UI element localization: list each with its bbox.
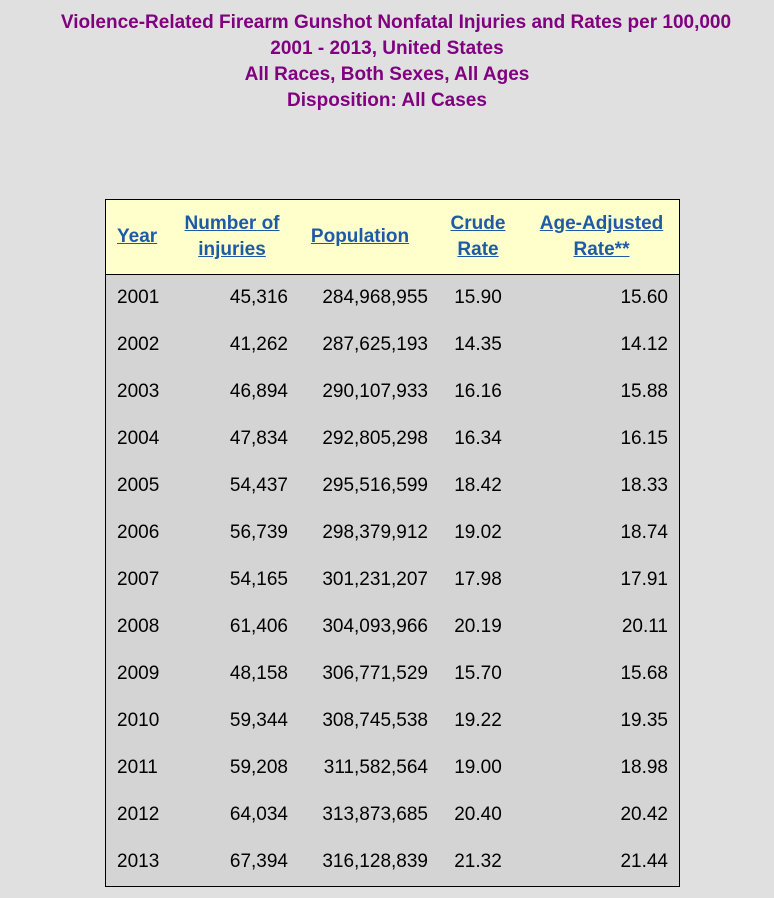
cell-injuries: 47,834 <box>229 427 288 449</box>
cell-crude-rate: 16.16 <box>454 380 502 402</box>
cell-population: 313,873,685 <box>322 803 428 825</box>
cell-population: 316,128,839 <box>322 851 428 872</box>
cell-population: 304,093,966 <box>322 615 428 637</box>
cell-crude-rate: 15.70 <box>454 662 502 684</box>
cell-injuries: 48,158 <box>229 662 288 684</box>
header-adjusted-line-2: Rate** <box>573 238 630 260</box>
header-crude-rate <box>432 200 524 274</box>
cell-year: 2008 <box>117 615 160 637</box>
cell-age-adjusted-rate: 15.88 <box>620 380 668 402</box>
cell-crude-rate: 20.40 <box>454 803 502 825</box>
header-injuries-line-2: injuries <box>198 238 266 260</box>
sort-population-link[interactable]: Population <box>310 225 410 247</box>
cell-crude-rate: 19.00 <box>454 756 502 778</box>
cell-year: 2007 <box>117 568 160 590</box>
sort-crude-rate-link[interactable] <box>451 213 506 260</box>
cell-crude-rate: 19.22 <box>454 709 502 731</box>
table-row <box>106 274 679 321</box>
cell-year: 2005 <box>117 474 160 496</box>
table-row <box>106 368 679 415</box>
cell-crude-rate: 14.35 <box>454 333 502 355</box>
cell-year: 2012 <box>117 803 160 825</box>
cell-injuries: 54,165 <box>229 568 288 590</box>
cell-age-adjusted-rate: 15.60 <box>620 286 668 308</box>
cell-age-adjusted-rate: 19.35 <box>620 709 668 731</box>
cell-population: 301,231,207 <box>322 568 428 590</box>
sort-year-link[interactable]: Year <box>117 225 158 247</box>
header-adjusted-line-1: Age-Adjusted <box>539 212 664 234</box>
header-age-adjusted-rate <box>524 200 679 274</box>
cell-crude-rate: 21.32 <box>454 851 502 872</box>
header-crude-line-2: Rate <box>457 238 499 260</box>
cell-injuries: 56,739 <box>229 521 288 543</box>
cell-year: 2006 <box>117 521 160 543</box>
cell-population: 306,771,529 <box>322 662 428 684</box>
table-row <box>106 791 679 838</box>
table-row <box>106 415 679 462</box>
cell-year: 2004 <box>117 427 160 449</box>
cell-age-adjusted-rate: 15.68 <box>620 662 668 684</box>
cell-age-adjusted-rate: 18.74 <box>620 521 668 543</box>
cell-year: 2001 <box>117 286 160 308</box>
table-header-row <box>106 200 679 274</box>
cell-injuries: 59,208 <box>229 756 288 778</box>
cell-crude-rate: 19.02 <box>454 521 502 543</box>
cell-population: 284,968,955 <box>322 286 428 308</box>
cell-population: 290,107,933 <box>322 380 428 402</box>
sort-age-adjusted-rate-link[interactable] <box>540 213 664 260</box>
cell-age-adjusted-rate: 18.98 <box>620 756 668 778</box>
table-row <box>106 650 679 697</box>
cell-crude-rate: 18.42 <box>454 474 502 496</box>
cell-injuries: 54,437 <box>229 474 288 496</box>
table-row <box>106 509 679 556</box>
cell-injuries: 64,034 <box>229 803 288 825</box>
cell-year: 2010 <box>117 709 160 731</box>
cell-age-adjusted-rate: 18.33 <box>620 474 668 496</box>
cell-injuries: 45,316 <box>229 286 288 308</box>
cell-population: 308,745,538 <box>322 709 428 731</box>
cell-age-adjusted-rate: 20.11 <box>621 615 668 637</box>
header-year <box>106 200 176 274</box>
cell-age-adjusted-rate: 21.44 <box>620 851 668 872</box>
cell-population: 311,582,564 <box>323 756 428 778</box>
table-row <box>106 744 679 791</box>
cell-injuries: 59,344 <box>229 709 288 731</box>
cell-crude-rate: 17.98 <box>454 568 502 590</box>
header-crude-line-1: Crude <box>450 212 506 234</box>
header-population <box>292 200 432 274</box>
cell-population: 287,625,193 <box>322 333 428 355</box>
header-injuries-line-1: Number of <box>184 212 280 234</box>
title-line-3: All Races, Both Sexes, All Ages <box>244 64 530 85</box>
table-row <box>106 603 679 650</box>
cell-year: 2002 <box>117 333 160 355</box>
report-title <box>0 10 774 114</box>
cell-year: 2011 <box>117 756 158 778</box>
cell-age-adjusted-rate: 14.12 <box>620 333 668 355</box>
title-line-1: Violence-Related Firearm Gunshot Nonfatal Injuries and Rates per 100,000 <box>60 12 732 33</box>
cell-injuries: 41,262 <box>229 333 288 355</box>
cell-crude-rate: 15.90 <box>454 286 502 308</box>
cell-age-adjusted-rate: 16.15 <box>620 427 668 449</box>
table-row <box>106 321 679 368</box>
cell-injuries: 46,894 <box>229 380 288 402</box>
cell-crude-rate: 20.19 <box>454 615 502 637</box>
cell-injuries: 67,394 <box>229 851 288 872</box>
cell-year: 2009 <box>117 662 160 684</box>
cell-age-adjusted-rate: 20.42 <box>620 803 668 825</box>
sort-injuries-link[interactable] <box>185 213 280 260</box>
table-row <box>106 462 679 509</box>
cell-population: 292,805,298 <box>322 427 428 449</box>
title-line-4: Disposition: All Cases <box>287 90 487 111</box>
cell-injuries: 61,406 <box>229 615 288 637</box>
table-row <box>106 697 679 744</box>
title-line-2: 2001 - 2013, United States <box>270 38 504 59</box>
table-body <box>106 274 679 886</box>
results-table <box>105 199 680 887</box>
cell-year: 2013 <box>117 851 160 872</box>
cell-age-adjusted-rate: 17.91 <box>620 568 668 590</box>
cell-year: 2003 <box>117 380 160 402</box>
cell-population: 298,379,912 <box>322 521 428 543</box>
cell-population: 295,516,599 <box>322 474 428 496</box>
cell-crude-rate: 16.34 <box>454 427 502 449</box>
header-injuries <box>176 200 292 274</box>
table-row <box>106 556 679 603</box>
table-row <box>106 838 679 886</box>
